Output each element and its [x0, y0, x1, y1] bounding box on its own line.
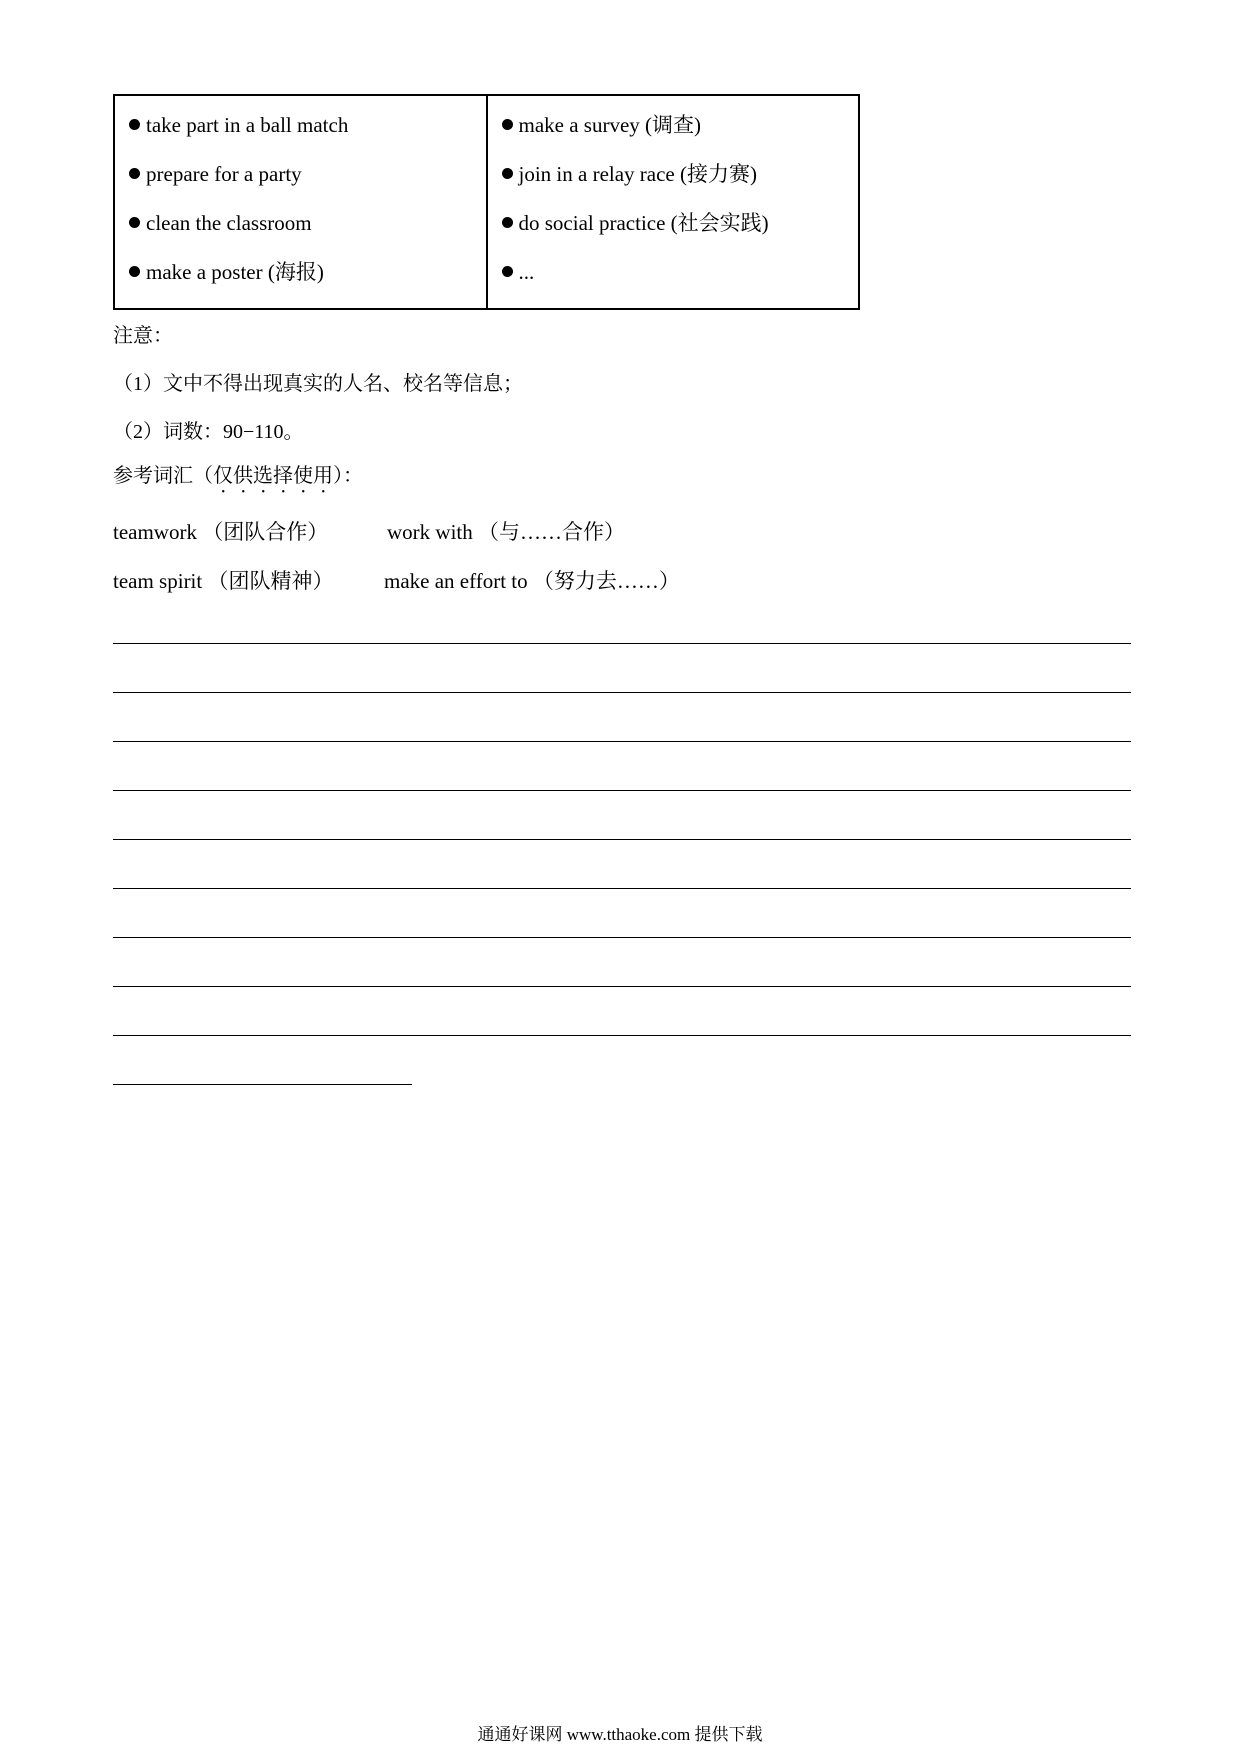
- vocab-row-2: [113, 566, 680, 596]
- vocab-heading: 参考词汇（仅供选择使用）：: [113, 465, 363, 487]
- bullet-icon: [129, 168, 140, 179]
- bullet-icon: [129, 266, 140, 277]
- vocab-term: work with （与……合作）: [387, 520, 625, 544]
- vocab-term: team spirit （团队精神）: [113, 569, 334, 593]
- writing-line[interactable]: [113, 986, 1131, 987]
- writing-line[interactable]: [113, 839, 1131, 840]
- writing-line[interactable]: [113, 790, 1131, 791]
- activity-table: [113, 94, 860, 310]
- activity-item: clean the classroom: [129, 208, 486, 257]
- bullet-icon: [502, 217, 513, 228]
- activity-column-left: [115, 96, 488, 308]
- writing-line[interactable]: [113, 937, 1131, 938]
- activity-item: make a poster (海报): [129, 257, 486, 306]
- footer-source: 通通好课网 www.tthaoke.com 提供下载: [477, 1725, 763, 1744]
- vocab-row-1: [113, 517, 625, 547]
- writing-line[interactable]: [113, 741, 1131, 742]
- activity-item: take part in a ball match: [129, 110, 486, 159]
- notes-item-2: （2）词数：90−110。: [113, 421, 304, 443]
- activity-item: make a survey (调查): [502, 110, 859, 159]
- activity-item: ...: [502, 257, 859, 306]
- bullet-icon: [502, 168, 513, 179]
- writing-line[interactable]: [113, 692, 1131, 693]
- bullet-icon: [129, 119, 140, 130]
- bullet-icon: [502, 119, 513, 130]
- writing-line-short[interactable]: [113, 1084, 412, 1085]
- activity-item: do social practice (社会实践): [502, 208, 859, 257]
- bullet-icon: [502, 266, 513, 277]
- notes-item-1: （1）文中不得出现真实的人名、校名等信息；: [113, 373, 523, 395]
- notes-heading: 注意：: [113, 325, 173, 347]
- writing-line[interactable]: [113, 1035, 1131, 1036]
- writing-line[interactable]: [113, 643, 1131, 644]
- writing-line[interactable]: [113, 888, 1131, 889]
- bullet-icon: [129, 217, 140, 228]
- activity-column-right: [488, 96, 859, 308]
- vocab-heading-emphasis: 仅供选择使用: [213, 465, 333, 487]
- activity-item: prepare for a party: [129, 159, 486, 208]
- vocab-term: teamwork （团队合作）: [113, 520, 329, 544]
- vocab-term: make an effort to （努力去……）: [384, 569, 680, 593]
- activity-item: join in a relay race (接力赛): [502, 159, 859, 208]
